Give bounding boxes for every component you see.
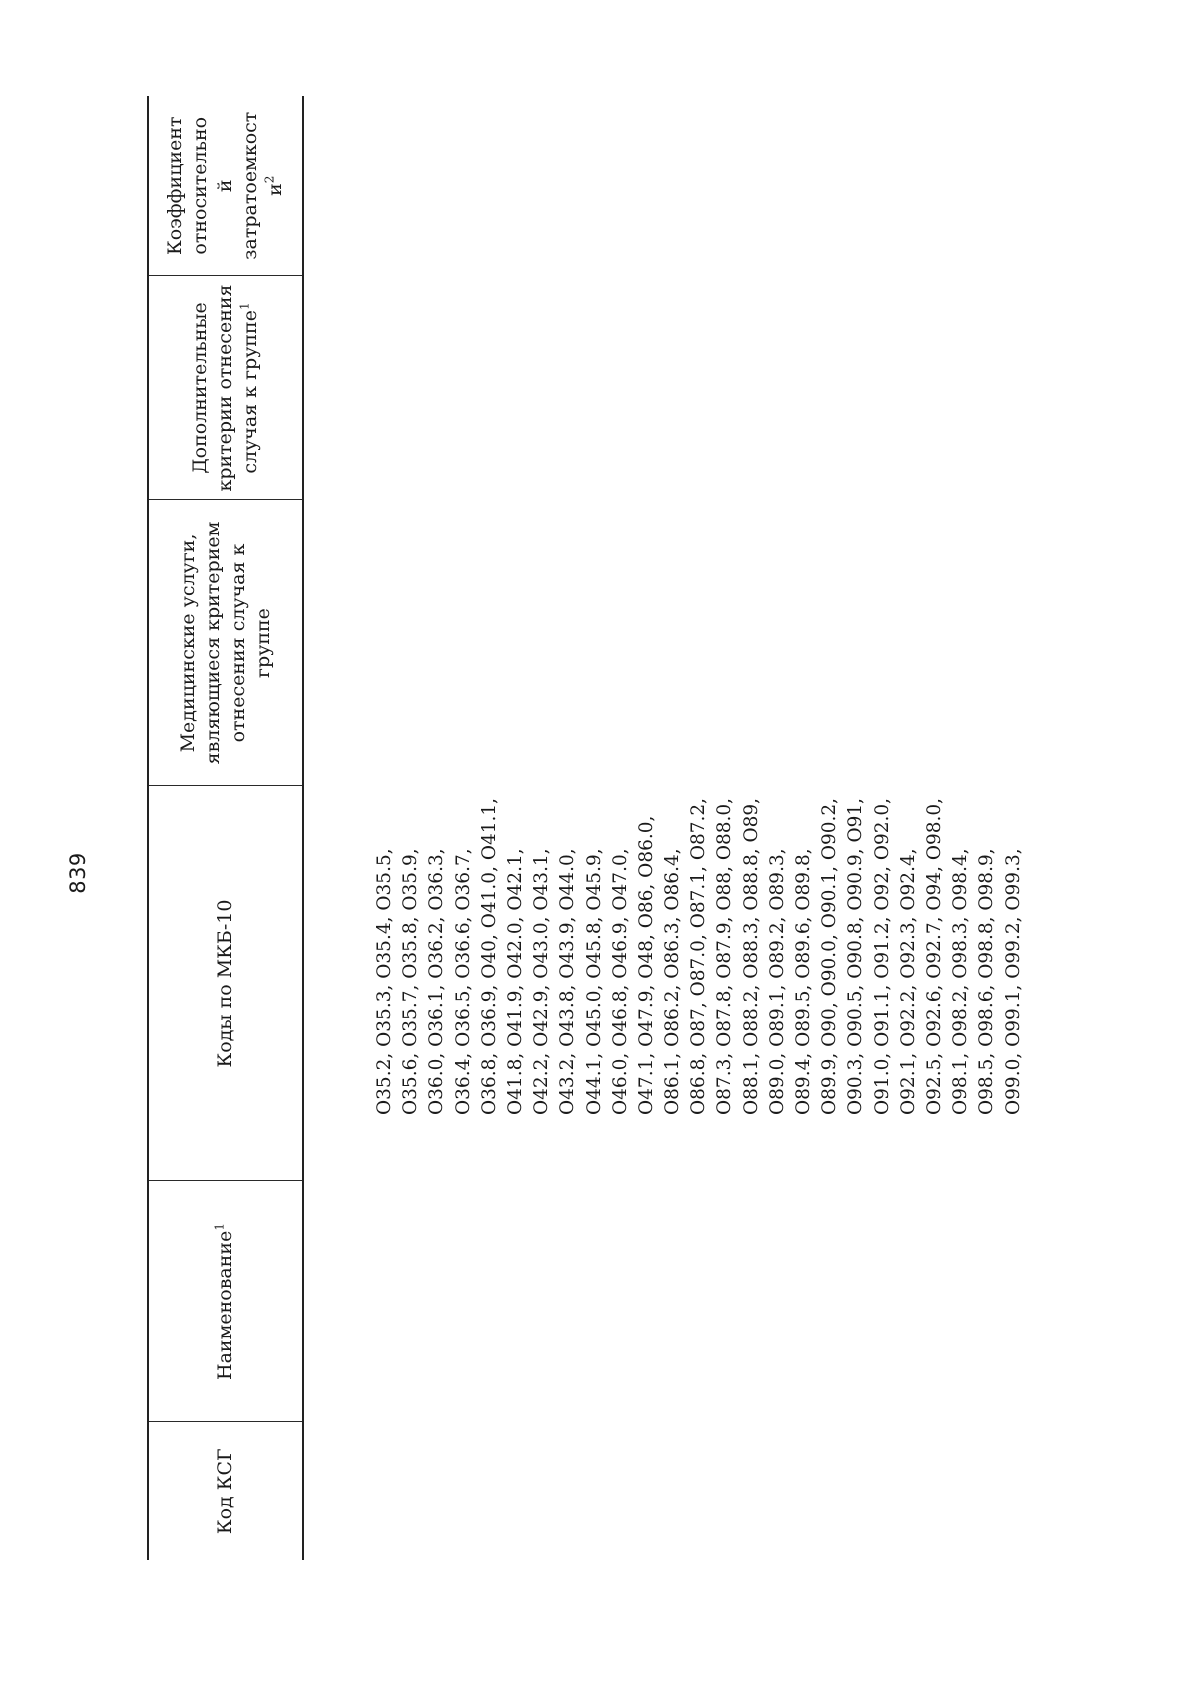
header-coefficient-line: й xyxy=(214,179,236,193)
mkb-code-line: O91.0, O91.1, O91.2, O92, O92.0, xyxy=(871,797,893,1115)
footnote-marker: 1 xyxy=(237,302,252,311)
mkb-code-line: O87.3, O87.8, O87.9, O88, O88.0, xyxy=(714,797,736,1115)
footnote-marker: 2 xyxy=(262,175,277,184)
mkb-code-line: O36.8, O36.9, O40, O41.0, O41.1, xyxy=(478,797,500,1115)
header-coefficient-line: относительно xyxy=(189,116,211,255)
header-coefficient-line: Коэффициент xyxy=(164,116,186,255)
mkb-code-line: O98.5, O98.6, O98.8, O98.9, xyxy=(976,848,998,1115)
header-services-line: отнесения случая к группе xyxy=(226,543,274,743)
header-criteria-line: критерии отнесения xyxy=(214,284,236,492)
mkb-code-line: O47.1, O47.9, O48, O86, O86.0, xyxy=(635,815,657,1115)
mkb-code-line: O43.2, O43.8, O43.9, O44.0, xyxy=(557,848,579,1115)
mkb-code-line: O44.1, O45.0, O45.8, O45.9, xyxy=(583,848,605,1115)
mkb-code-line: O42.2, O42.9, O43.0, O43.1, xyxy=(531,848,553,1115)
mkb-code-line: O98.1, O98.2, O98.3, O98.4, xyxy=(950,848,972,1115)
mkb-code-line: O92.5, O92.6, O92.7, O94, O98.0, xyxy=(923,797,945,1115)
header-ksg-code-text: Код КСГ xyxy=(214,1448,236,1535)
header-mkb-codes xyxy=(148,786,303,1181)
header-name xyxy=(148,1181,303,1422)
header-mkb-codes-text: Коды по МКБ-10 xyxy=(214,899,236,1068)
page-number: 839 xyxy=(66,852,90,894)
mkb-code-line: O35.6, O35.7, O35.8, O35.9, xyxy=(400,848,422,1115)
header-ksg-code xyxy=(148,1422,303,1560)
mkb-codes-list xyxy=(372,595,1027,1115)
header-criteria-line: Дополнительные xyxy=(189,302,211,474)
footnote-marker: 1 xyxy=(212,1223,227,1231)
header-row xyxy=(148,96,303,1560)
ksg-table-header xyxy=(147,96,304,1560)
header-services-line: Медицинские услуги, xyxy=(176,533,199,753)
mkb-code-line: O35.2, O35.3, O35.4, O35.5, xyxy=(374,848,395,1115)
header-name-text: Наименование xyxy=(214,1230,236,1380)
header-services-line: являющиеся критерием xyxy=(201,521,224,765)
mkb-code-line: O90.3, O90.5, O90.8, O90.9, O91, xyxy=(845,797,867,1115)
header-additional-criteria xyxy=(148,276,303,500)
header-coefficient-line: и xyxy=(264,183,286,196)
mkb-code-line: O89.4, O89.5, O89.6, O89.8, xyxy=(793,848,814,1115)
mkb-code-line: O36.0, O36.1, O36.2, O36.3, xyxy=(426,848,448,1115)
mkb-code-line: O46.0, O46.8, O46.9, O47.0, xyxy=(609,848,631,1115)
header-medical-services xyxy=(148,500,303,786)
mkb-code-line: O92.1, O92.2, O92.3, O92.4, xyxy=(897,848,919,1115)
mkb-code-line: O89.9, O90, O90.0, O90.1, O90.2, xyxy=(819,797,841,1115)
mkb-code-line: O99.0, O99.1, O99.2, O99.3, xyxy=(1002,848,1024,1115)
mkb-code-line: O41.8, O41.9, O42.0, O42.1, xyxy=(504,848,526,1115)
mkb-code-line: O86.1, O86.2, O86.3, O86.4, xyxy=(662,848,684,1115)
mkb-code-line: O86.8, O87, O87.0, O87.1, O87.2, xyxy=(688,797,710,1115)
header-criteria-line: случая к группе xyxy=(239,310,261,474)
mkb-code-line: O88.1, O88.2, O88.3, O88.8, O89, xyxy=(740,797,762,1115)
mkb-code-line: O89.0, O89.1, O89.2, O89.3, xyxy=(766,848,788,1115)
header-cost-coefficient xyxy=(148,96,303,276)
header-coefficient-line: затратоемкост xyxy=(239,111,261,260)
mkb-code-line: O36.4, O36.5, O36.6, O36.7, xyxy=(452,848,474,1115)
